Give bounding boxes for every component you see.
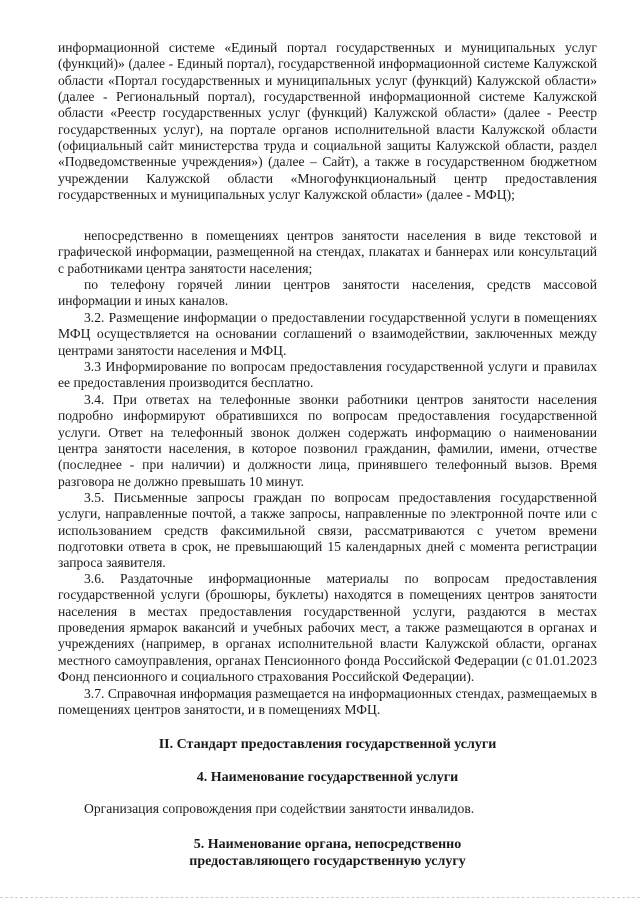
service-name-text: Организация сопровождения при содействии занятости инвалидов. xyxy=(84,801,475,816)
paragraph-hotline: по телефону горячей линии центров занятости населения, средств массовой информации и иных каналов. xyxy=(58,277,597,309)
section-heading: II. Стандарт предоставления государственной услуги xyxy=(158,737,497,752)
paragraph-portals: информационной системе «Единый портал государственных и муниципальных услуг (функций)» (далее - Единый портал), государственной информационной системе Калужской области «Портал государственных и муниципальных услуг (функций) Калужской области» (далее - Региональный портал), государственной информационной системе Калужской области «Реестр государственных услуг (функций) Калужской области» (далее - Реестр государственных услуг), на портале органов исполнительной власти Калужской области (официальный сайт министерства труда и социальной защиты Калужской области, раздел «Подведомственные учреждения») (далее – Сайт), а также в государственном бюджетном учреждении Калужской области «Многофункциональный центр предоставления государственных и муниципальных услуг Калужской области» (далее - МФЦ); xyxy=(58,40,597,203)
subheading-authority-line-2: предоставляющего государственную услугу xyxy=(189,854,466,869)
paragraph-3-5: 3.5. Письменные запросы граждан по вопросам предоставления государственной услуги, направленные почтой, а также запросы, направленные по электронной почте или с использованием средств факсимильной связи, рассматриваются с учетом времени подготовки ответа в срок, не превышающий 15 календарных дней с момента регистрации запроса заявителя. xyxy=(58,490,597,571)
paragraph-3-4: 3.4. При ответах на телефонные звонки работники центров занятости населения подробно информируют обратившихся по вопросам предоставления государственной услуги. Ответ на телефонный звонок должен содержать информацию о наименовании центра занятости населения, в которое позвонил гражданин, фамилии, имени, отчестве (последнее - при наличии) и должности лица, принявшего телефонный вызов. Время разговора не должно превышать 10 минут. xyxy=(58,392,597,489)
page-bottom-rule xyxy=(0,897,640,899)
paragraph-premises: непосредственно в помещениях центров занятости населения в виде текстовой и графической информации, размещенной на стендах, плакатах и баннерах или консультаций с работниками центра занятости населения; xyxy=(58,228,597,276)
paragraph-3-6: 3.6. Раздаточные информационные материалы по вопросам предоставления государственной услуги (брошюры, буклеты) находятся в помещениях центров занятости населения в местах предоставления государственной услуги, раздаются в местах проведения ярмарок вакансий и учебных рабочих мест, а также размещаются в органах и учреждениях (например, в органах исполнительной власти Калужской области, органах местного самоуправления, органах Пенсионного фонда Российской Федерации (с 01.01.2023 Фонд пенсионного и социального страхования Российской Федерации). xyxy=(58,571,597,685)
subheading-service-name: 4. Наименование государственной услуги xyxy=(196,770,459,785)
paragraph-3-7: 3.7. Справочная информация размещается на информационных стендах, размещаемых в помещениях центров занятости, и в помещениях МФЦ. xyxy=(58,686,597,718)
subheading-authority-line-1: 5. Наименование органа, непосредственно xyxy=(193,837,462,852)
paragraph-3-2: 3.2. Размещение информации о предоставлении государственной услуги в помещениях МФЦ осуществляется на основании соглашений о взаимодействии, заключенных между центрами занятости населения и МФЦ. xyxy=(58,310,597,358)
paragraph-3-3: 3.3 Информирование по вопросам предоставления государственной услуги и правилах ее предоставления производится бесплатно. xyxy=(58,359,597,391)
